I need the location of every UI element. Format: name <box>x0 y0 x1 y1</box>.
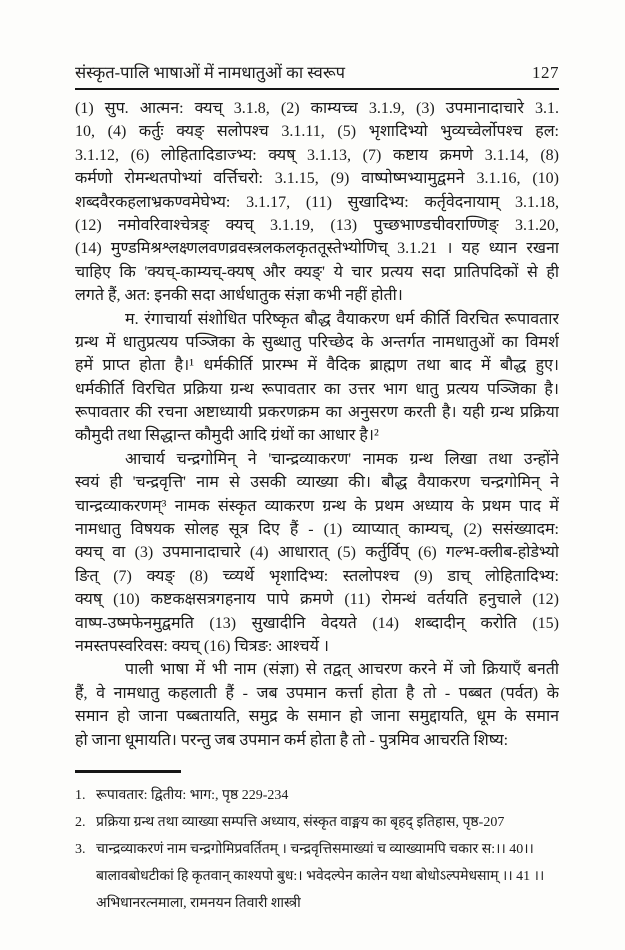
text-line: हो जाना धूमायति। परन्तु जब उपमान कर्म होता है तो - पुत्रमिव आचरति शिष्य: <box>75 731 509 749</box>
text-line: कर्मणो रोमन्थतपोभ्यां वर्त्तिचरो: 3.1.15, (9) वाष्पोष्मभ्यामुद्वमने 3.1.16, (10) <box>75 170 559 188</box>
page-header <box>75 60 559 90</box>
text-line: क्यष् (10) कष्टकक्षसत्रगहनाय पापे क्रमणे (11) रोमन्थं वर्तयति हनुचाले (12) <box>75 591 559 609</box>
text-line: शब्दवैरकहलाभ्रकण्वमेघेभ्य: 3.1.17, (11) सुखादिभ्य: कर्तृवेदनायाम् 3.1.18, <box>75 193 559 211</box>
text-line: ङित् (7) क्यङ् (8) च्व्यर्थे भृशादिभ्य: स्तलोपश्च (9) डाच् लोहितादिभ्य: <box>75 567 559 585</box>
text-line: समान हो जाना पब्बतायति, समुद्र के समान हो जाना समुद्दायति, धूम के समान <box>75 708 559 726</box>
footnote-line: अभिधानरत्नमाला, रामनयन तिवारी शास्त्री <box>96 896 301 911</box>
text-line: चान्द्रव्याकरणम्³ नामक संस्कृत व्याकरण ग्रन्थ के प्रथम अध्याय के प्रथम पाद में <box>75 497 559 515</box>
text-line: 10, (4) कर्तुः क्यङ् सलोपश्च 3.1.11, (5) भृशादिभ्यो भुव्यच्वेर्लोपश्च हल: <box>75 123 559 141</box>
text-line: पाली भाषा में भी नाम (संज्ञा) से तद्वत् आचरण करने में जो क्रियाएँ बनती <box>125 661 559 679</box>
text-line: हैं, वे नामधातु कहलाती हैं - जब उपमान कर्त्ता होता है तो - पब्बत (पर्वत) के <box>75 684 559 702</box>
footnote-line: रूपावतार: द्वितीय: भाग:, पृष्ठ 229-234 <box>96 788 289 803</box>
footnote-item <box>75 836 559 917</box>
text-line: (12) नमोवरिवाश्चेत्रङ् क्यच् 3.1.19, (13) पुच्छभाण्डचीवराण्णिङ् 3.1.20, <box>75 216 559 234</box>
footnote-separator <box>75 770 181 773</box>
footnote-item <box>75 809 559 836</box>
text-line: नमस्तपस्वरिवस: क्यच् (16) चित्रङ: आश्चर्ये । <box>75 637 329 655</box>
running-title: संस्कृत-पालि भाषाओं में नामधातुओं का स्वरूप <box>75 63 346 82</box>
footnote-text <box>96 782 559 809</box>
footnote-list <box>75 782 559 917</box>
text-line: धर्मकीर्ति विरचित प्रक्रिया ग्रन्थ रूपावतार का उत्तर भाग धातु प्रत्यय पञ्जिका है। <box>75 380 559 398</box>
footnote-text <box>96 809 559 836</box>
text-line: कौमुदी तथा सिद्धान्त कौमुदी आदि ग्रंथों का आधार है।² <box>75 427 379 445</box>
footnote-line: बालावबोधटीकां हि कृतवान् काश्यपो बुध:। भवेदल्पेन कालेन यथा बोधोऽल्पमेधसाम् ।। 41 ।। <box>96 869 545 884</box>
body-text <box>75 97 559 752</box>
text-line: 3.1.12, (6) लोहितादिडाज्भ्य: क्यष् 3.1.13, (7) कष्टाय क्रमणे 3.1.14, (8) <box>75 146 559 164</box>
text-line: नामधातु विषयक सोलह सूत्र दिए हैं - (1) व्याप्यात् काम्यच्, (2) ससंख्यादम: <box>75 521 559 539</box>
footnote-text <box>96 836 559 917</box>
text-line: क्यच् वा (3) उपमानादाचारे (4) आधारात् (5) कर्तुर्विप् (6) गल्भ-क्लीब-होडेभ्यो <box>75 544 559 562</box>
text-line: आचार्य चन्द्रगोमिन् ने 'चान्द्रव्याकरण' नामक ग्रन्थ लिखा तथा उन्होंने <box>125 450 559 468</box>
text-line: (14) मुण्डमिश्रश्लक्ष्णलवणव्रवस्त्रलकलकृततूस्तेभ्योणिच् 3.1.21 । यह ध्यान रखना <box>75 240 559 258</box>
footnotes-section <box>75 770 559 917</box>
text-line: हमें प्राप्त होता है।¹ धर्मकीर्ति प्रारम्भ में वैदिक ब्राह्मण तथा बाद में बौद्ध हुए। <box>75 357 559 375</box>
footnote-line: चान्द्रव्याकरणं नाम चन्द्रगोमिप्रवर्तितम् । चन्द्रवृत्तिसमाख्यां च व्याख्यामपि चकार स:।। 40।। <box>96 842 534 857</box>
footnote-line: प्रक्रिया ग्रन्थ तथा व्याख्या सम्पत्ति अध्याय, संस्कृत वाङ्मय का बृहद् इतिहास, पृष्ठ-207 <box>96 815 505 830</box>
text-line: रूपावतार की रचना अष्टाध्यायी प्रकरणक्रम का अनुसरण करती है। यही ग्रन्थ प्रक्रिया <box>75 404 559 422</box>
text-line: ग्रन्थ में धातुप्रत्यय पञ्जिका के सुब्धातु परिच्छेद के अन्तर्गत नामधातुओं का विमर्श <box>75 333 559 351</box>
footnote-marker: 2. <box>75 815 86 830</box>
text-line: म. रंगाचार्या संशोधित परिष्कृत बौद्ध वैयाकरण धर्म कीर्ति विरचित रूपावतार <box>125 310 559 328</box>
text-line: (1) सुप. आत्मन: क्यच् 3.1.8, (2) काम्यच्च 3.1.9, (3) उपमानादाचारे 3.1. <box>75 100 559 117</box>
text-line: लगते हैं, अत: इनकी सदा आर्धधातुक संज्ञा कभी नहीं होती। <box>75 287 403 305</box>
footnote-marker: 3. <box>75 842 86 857</box>
page-number: 127 <box>532 63 559 82</box>
text-line: वाष्प-उष्मफेनमुद्वमति (13) सुखादीनि वेदयते (14) शब्दादीन् करोति (15) <box>75 614 559 632</box>
text-line: चाहिए कि 'क्यच्-काम्यच्-क्यष् और क्यङ्' ये चार प्रत्यय सदा प्रातिपदिकों से ही <box>75 263 559 281</box>
text-line: स्वयं ही 'चन्द्रवृत्ति' नाम से उसकी व्याख्या की। बौद्ध वैयाकरण चन्द्रगोमिन् ने <box>75 474 559 492</box>
footnote-item <box>75 782 559 809</box>
footnote-marker: 1. <box>75 788 86 803</box>
